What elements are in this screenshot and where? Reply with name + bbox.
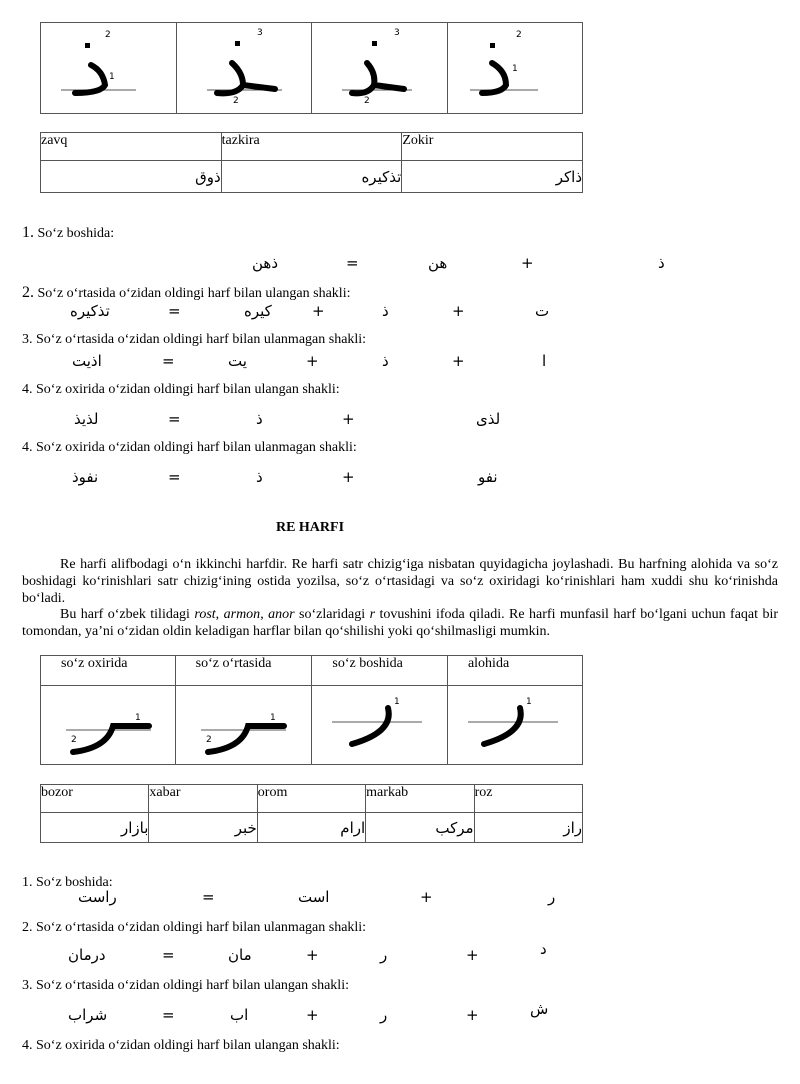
arabic-word: راز: [474, 813, 582, 843]
letter-part: ذ: [382, 302, 389, 320]
re-form-cell: [447, 686, 582, 765]
zal-line-label-2: 2. So‘z o‘rtasida o‘zidan oldingi harf bilan ulangan shakli:: [22, 284, 351, 301]
svg-text:1: 1: [109, 72, 115, 82]
zal-form-cell: [312, 23, 448, 114]
svg-text:1: 1: [135, 713, 141, 723]
plus-sign: +: [521, 254, 534, 272]
equals-sign: =: [162, 946, 175, 964]
zal-line-label-5: 4. So‘z oxirida o‘zidan oldingi harf bilan ulanmagan shakli:: [22, 440, 357, 455]
letter-part: ذ: [658, 254, 665, 272]
zal-final-glyph: [177, 23, 312, 113]
re-line-label-4: 4. So‘z oxirida o‘zidan oldingi harf bilan ulangan shakli:: [22, 1038, 340, 1053]
latin-word: roz: [474, 785, 582, 813]
word-part: کیره: [244, 302, 272, 320]
re-line-label-1: 1. So‘z boshida:: [22, 875, 113, 890]
form-header: alohida: [447, 656, 582, 686]
example-word: راست: [78, 888, 117, 906]
svg-text:2: 2: [364, 96, 370, 106]
plus-sign: +: [312, 302, 325, 320]
word-part: مان: [228, 946, 252, 964]
re-words-table: [40, 784, 583, 843]
zal-form-cell: [176, 23, 312, 114]
zal-line-label-4: 4. So‘z oxirida o‘zidan oldingi harf bilan ulangan shakli:: [22, 382, 340, 397]
example-word: نفوذ: [72, 468, 99, 486]
letter-part: ا: [542, 352, 547, 370]
svg-text:3: 3: [256, 28, 263, 38]
letter-part: د: [540, 940, 547, 958]
equals-sign: =: [168, 410, 181, 428]
word-part: لذی: [476, 410, 501, 428]
form-header: so‘z boshida: [312, 656, 448, 686]
letter-part: ر: [380, 1006, 388, 1024]
plus-sign: +: [342, 410, 355, 428]
svg-text:2: 2: [105, 30, 111, 40]
arabic-word: مرکب: [366, 813, 474, 843]
re-line-label-2: 2. So‘z o‘rtasida o‘zidan oldingi harf bilan ulanmagan shakli:: [22, 920, 367, 935]
re-form-cell: [41, 686, 176, 765]
example-word: لذیذ: [74, 410, 99, 428]
re-final-glyph: [41, 686, 176, 764]
equals-sign: =: [346, 254, 359, 272]
zal-line-label-1: 1. So‘z boshida:: [22, 224, 115, 241]
re-form-cell: [175, 686, 312, 765]
svg-text:1: 1: [511, 64, 518, 74]
latin-word: orom: [257, 785, 365, 813]
svg-text:3: 3: [394, 28, 400, 38]
zal-medial-glyph: [312, 23, 447, 113]
letter-part: ش: [530, 1000, 549, 1018]
latin-word: xabar: [149, 785, 257, 813]
word-part: اب: [230, 1006, 249, 1024]
svg-text:2: 2: [205, 735, 212, 745]
example-word: تذکیره: [70, 302, 110, 320]
zal-words-table: [40, 132, 583, 193]
re-medial-glyph: [176, 686, 311, 764]
plus-sign: +: [342, 468, 355, 486]
equals-sign: =: [202, 888, 215, 906]
example-word: ذهن: [252, 254, 279, 272]
plus-sign: +: [452, 302, 465, 320]
arabic-word: خبر: [149, 813, 257, 843]
example-word: درمان: [68, 946, 106, 964]
zal-isolated-glyph: [41, 23, 176, 113]
svg-text:1: 1: [525, 697, 532, 707]
plus-sign: +: [306, 1006, 319, 1024]
equals-sign: =: [162, 1006, 175, 1024]
letter-part: ت: [535, 302, 550, 320]
arabic-word: ذوق: [41, 161, 222, 193]
plus-sign: +: [466, 946, 479, 964]
arabic-word: ذاکر: [402, 161, 583, 193]
word-part: است: [298, 888, 330, 906]
plus-sign: +: [452, 352, 465, 370]
plus-sign: +: [420, 888, 433, 906]
letter-part: ذ: [256, 468, 263, 486]
re-forms-table: [40, 655, 583, 765]
equals-sign: =: [168, 468, 181, 486]
arabic-word: بازار: [41, 813, 149, 843]
plus-sign: +: [466, 1006, 479, 1024]
re-isolated-glyph: [448, 686, 583, 764]
form-header: so‘z o‘rtasida: [175, 656, 312, 686]
latin-word: zavq: [41, 133, 222, 161]
arabic-word: تذکیره: [221, 161, 402, 193]
re-line-label-3: 3. So‘z o‘rtasida o‘zidan oldingi harf bilan ulangan shakli:: [22, 978, 349, 993]
plus-sign: +: [306, 352, 319, 370]
form-header: so‘z oxirida: [41, 656, 176, 686]
zal-initial-glyph: [448, 23, 583, 113]
latin-word: bozor: [41, 785, 149, 813]
letter-part: ذ: [382, 352, 389, 370]
zal-line-label-3: 3. So‘z o‘rtasida o‘zidan oldingi harf bilan ulanmagan shakli:: [22, 332, 367, 347]
svg-text:1: 1: [394, 697, 401, 707]
letter-part: ر: [548, 888, 556, 906]
example-word: اذیت: [72, 352, 102, 370]
word-part: یت: [228, 352, 247, 370]
svg-text:2: 2: [232, 96, 239, 106]
latin-word: tazkira: [221, 133, 402, 161]
word-part: نفو: [478, 468, 498, 486]
re-initial-glyph: [312, 686, 447, 764]
arabic-word: ارام: [257, 813, 365, 843]
equals-sign: =: [162, 352, 175, 370]
zal-form-cell: [447, 23, 583, 114]
zal-form-cell: [41, 23, 177, 114]
section-title: RE HARFI: [275, 520, 345, 535]
re-paragraph-1: Re harfi alifbodagi o‘n ikkinchi harfdir. Re harfi satr chizig‘iga nisbatan quyidagicha joylashadi. Bu harfning alohida va so‘z boshidagi ko‘rinishlari satr chizig‘ining ostida yozilsa, so‘z o‘rtasidagi va so‘z oxiridagi ko‘rinishlari ham xuddi shu ko‘rinishda bo‘ladi.: [22, 557, 778, 606]
letter-part: ذ: [256, 410, 263, 428]
re-paragraph-2: Bu harf o‘zbek tilidagi rost, armon, anor so‘zlaridagi r tovushini ifoda qiladi. Re harfi munfasil harf bo‘lgani uchun faqat bir tomondan, ya’ni o‘zidan oldin keladigan harflar bilan qo‘shilishi yoki qo‘shilmasligi mumkin.: [22, 607, 779, 639]
zal-forms-table: [40, 22, 583, 114]
re-form-cell: [312, 686, 448, 765]
svg-text:2: 2: [515, 30, 522, 40]
latin-word: markab: [366, 785, 474, 813]
example-word: شراب: [68, 1006, 108, 1024]
equals-sign: =: [168, 302, 181, 320]
plus-sign: +: [306, 946, 319, 964]
svg-text:1: 1: [269, 713, 276, 723]
latin-word: Zokir: [402, 133, 583, 161]
svg-text:2: 2: [71, 735, 77, 745]
word-part: هن: [428, 254, 448, 272]
letter-part: ر: [380, 946, 388, 964]
